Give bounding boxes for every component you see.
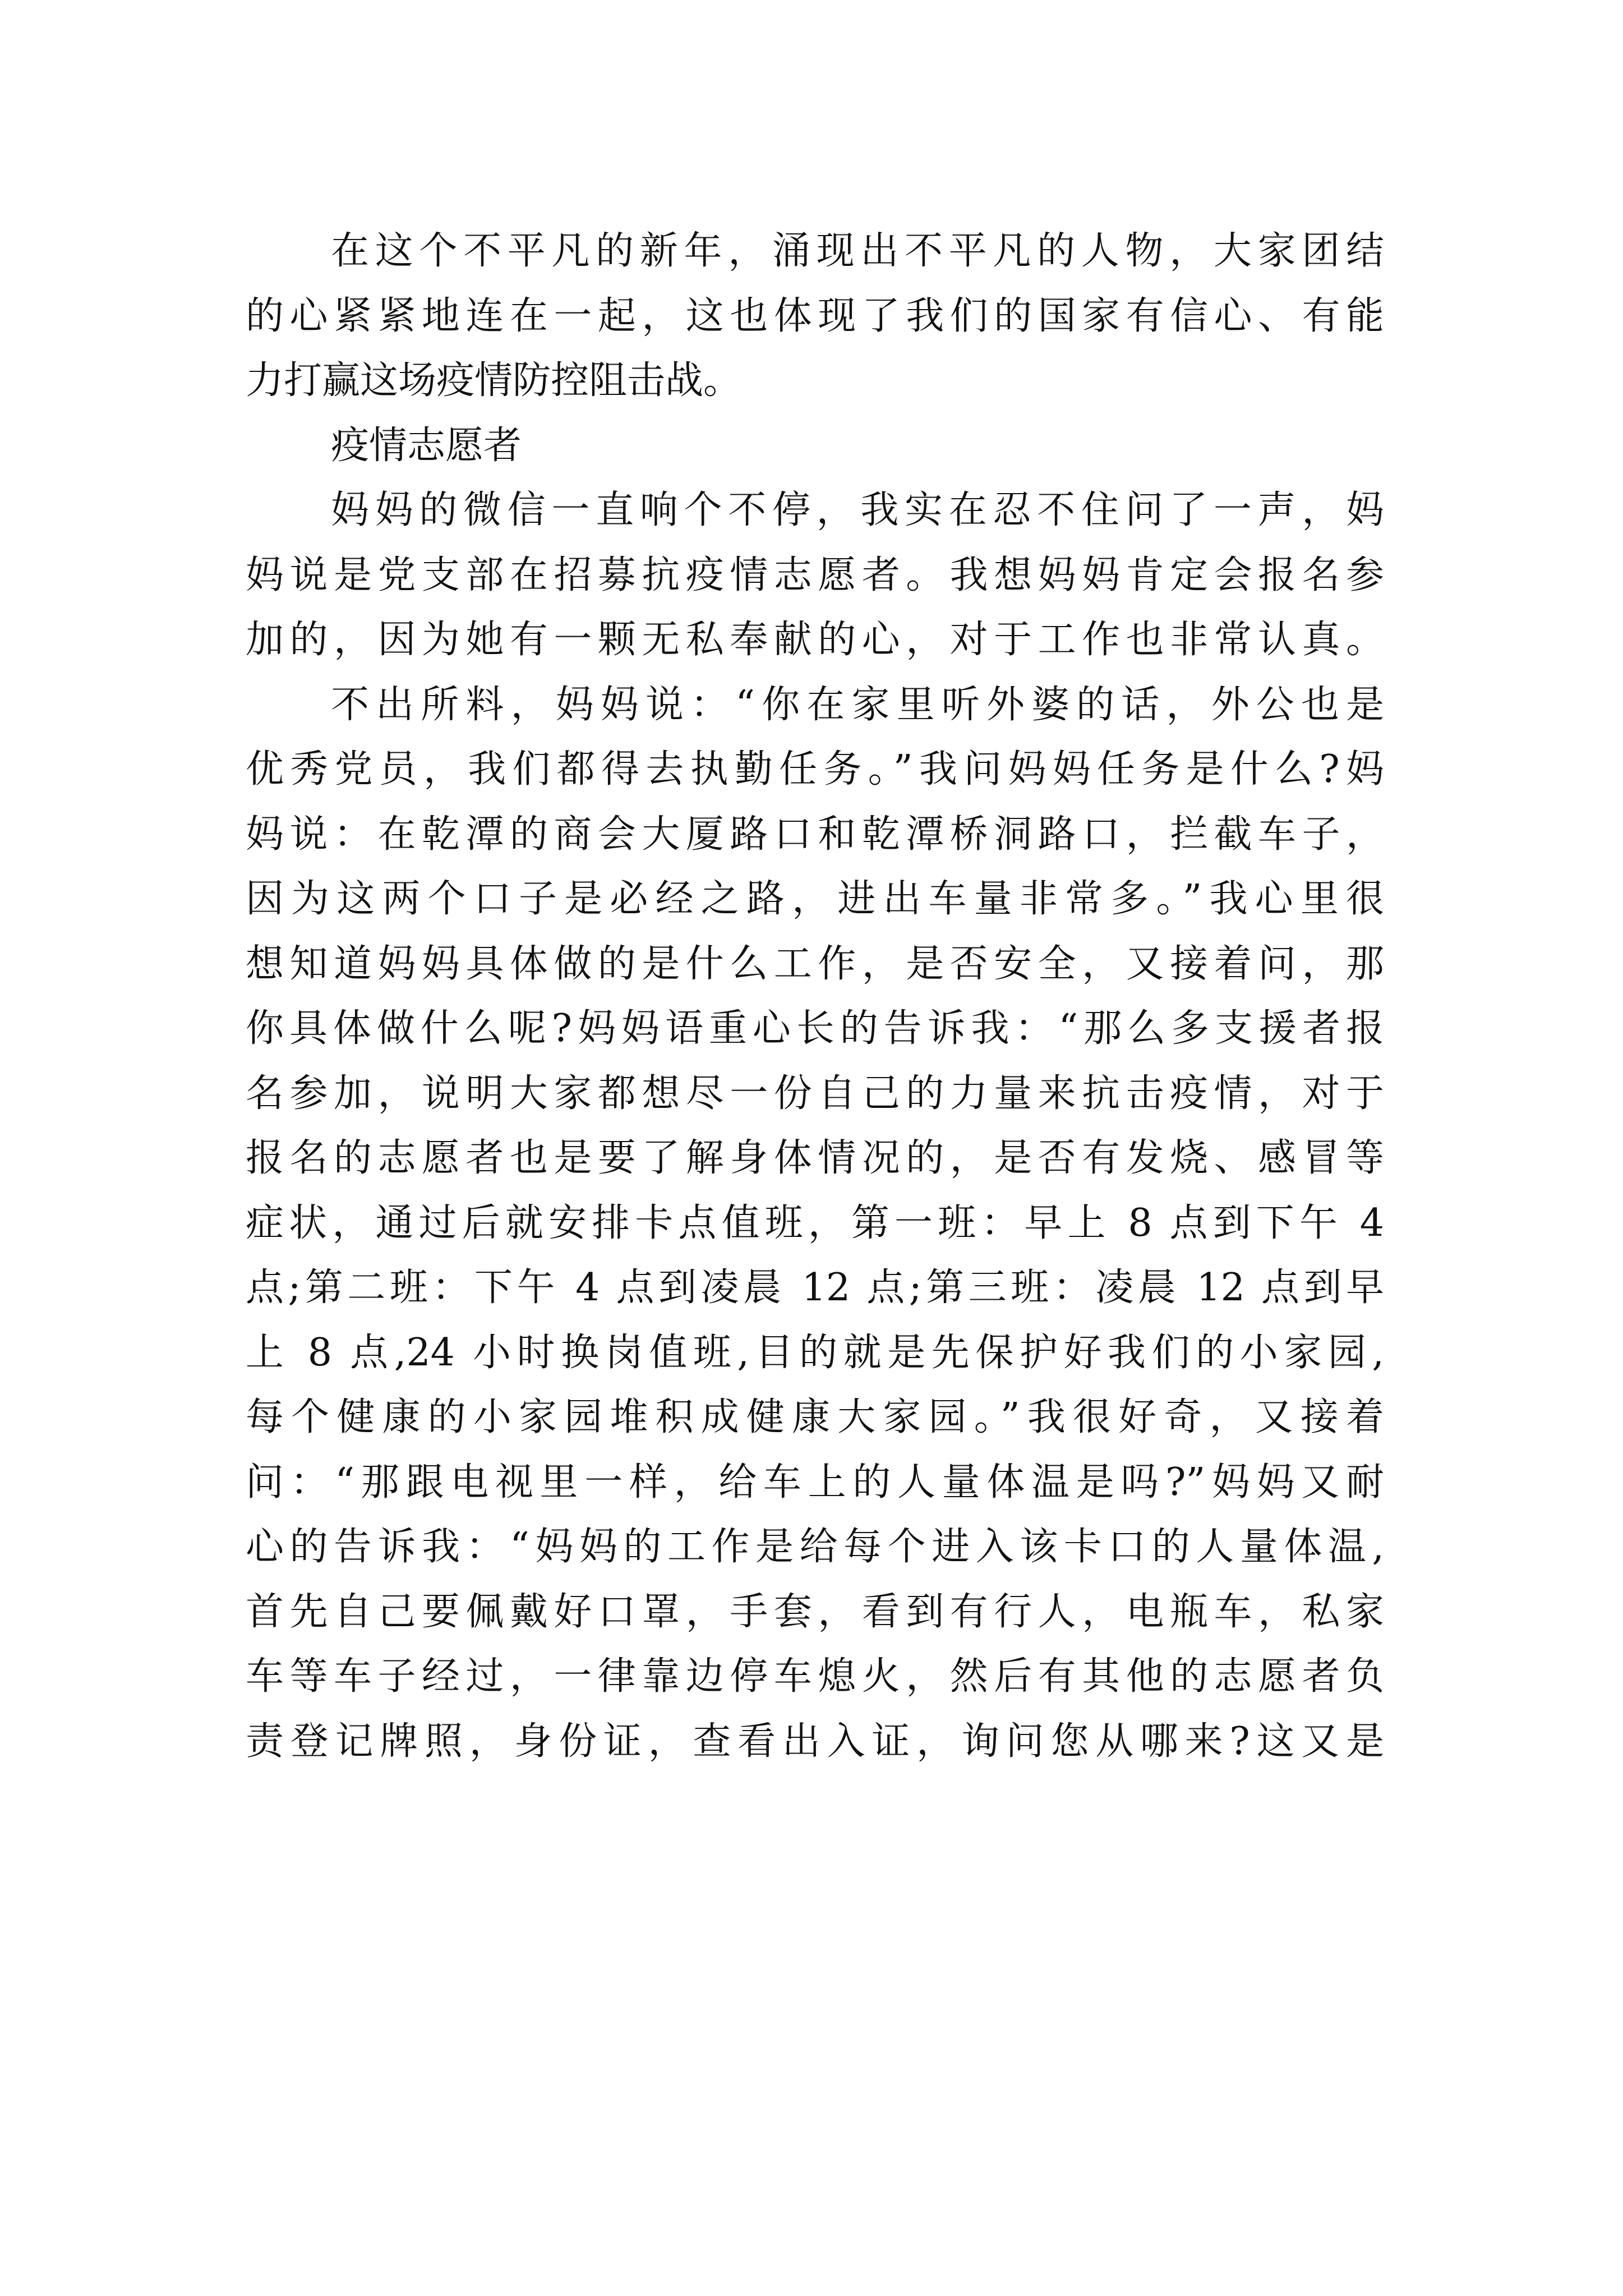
paragraph-line: 每个健康的小家园堆积成健康大家园。”我很好奇，又接着 xyxy=(246,1395,1384,1439)
paragraph-line: 车等车子经过，一律靠边停车熄火，然后有其他的志愿者负 xyxy=(246,1654,1384,1699)
paragraph-line: 点;第二班：下午 4 点到凌晨 12 点;第三班：凌晨 12 点到早 xyxy=(246,1266,1384,1310)
paragraph-line: 想知道妈妈具体做的是什么工作，是否安全，又接着问，那 xyxy=(246,941,1384,986)
paragraph-line: 心的告诉我：“妈妈的工作是给每个进入该卡口的人量体温, xyxy=(246,1525,1384,1569)
paragraph-line: 不出所料，妈妈说：“你在家里听外婆的话，外公也是 xyxy=(331,682,1384,727)
paragraph-line: 妈说：在乾潭的商会大厦路口和乾潭桥洞路口，拦截车子， xyxy=(246,812,1384,857)
paragraph-line: 责登记牌照，身份证，查看出入证，询问您从哪来?这又是 xyxy=(246,1719,1384,1764)
section-heading: 疫情志愿者 xyxy=(331,423,522,468)
paragraph-line: 优秀党员，我们都得去执勤任务。”我问妈妈任务是什么?妈 xyxy=(246,747,1384,792)
document-body xyxy=(246,219,1384,1774)
paragraph-line: 你具体做什么呢?妈妈语重心长的告诉我：“那么多支援者报 xyxy=(246,1006,1384,1051)
paragraph-line: 加的，因为她有一颗无私奉献的心，对于工作也非常认真。 xyxy=(246,618,1384,662)
paragraph-line: 因为这两个口子是必经之路，进出车量非常多。”我心里很 xyxy=(246,877,1384,921)
paragraph-line: 上 8 点,24 小时换岗值班,目的就是先保护好我们的小家园, xyxy=(246,1330,1384,1375)
paragraph-line: 力打赢这场疫情防控阻击战。 xyxy=(246,358,742,403)
paragraph-line: 名参加，说明大家都想尽一份自己的力量来抗击疫情，对于 xyxy=(246,1071,1384,1116)
paragraph-line: 妈妈的微信一直响个不停，我实在忍不住问了一声，妈 xyxy=(331,488,1384,532)
paragraph-line: 的心紧紧地连在一起，这也体现了我们的国家有信心、有能 xyxy=(246,293,1384,338)
paragraph-line: 首先自己要佩戴好口罩，手套，看到有行人，电瓶车，私家 xyxy=(246,1589,1384,1634)
paragraph-line: 报名的志愿者也是要了解身体情况的，是否有发烧、感冒等 xyxy=(246,1136,1384,1180)
paragraph-line: 妈说是党支部在招募抗疫情志愿者。我想妈妈肯定会报名参 xyxy=(246,553,1384,597)
paragraph-line: 症状，通过后就安排卡点值班，第一班：早上 8 点到下午 4 xyxy=(246,1200,1384,1245)
paragraph-line: 问：“那跟电视里一样，给车上的人量体温是吗?”妈妈又耐 xyxy=(246,1460,1384,1504)
paragraph-line: 在这个不平凡的新年，涌现出不平凡的人物，大家团结 xyxy=(331,229,1384,273)
